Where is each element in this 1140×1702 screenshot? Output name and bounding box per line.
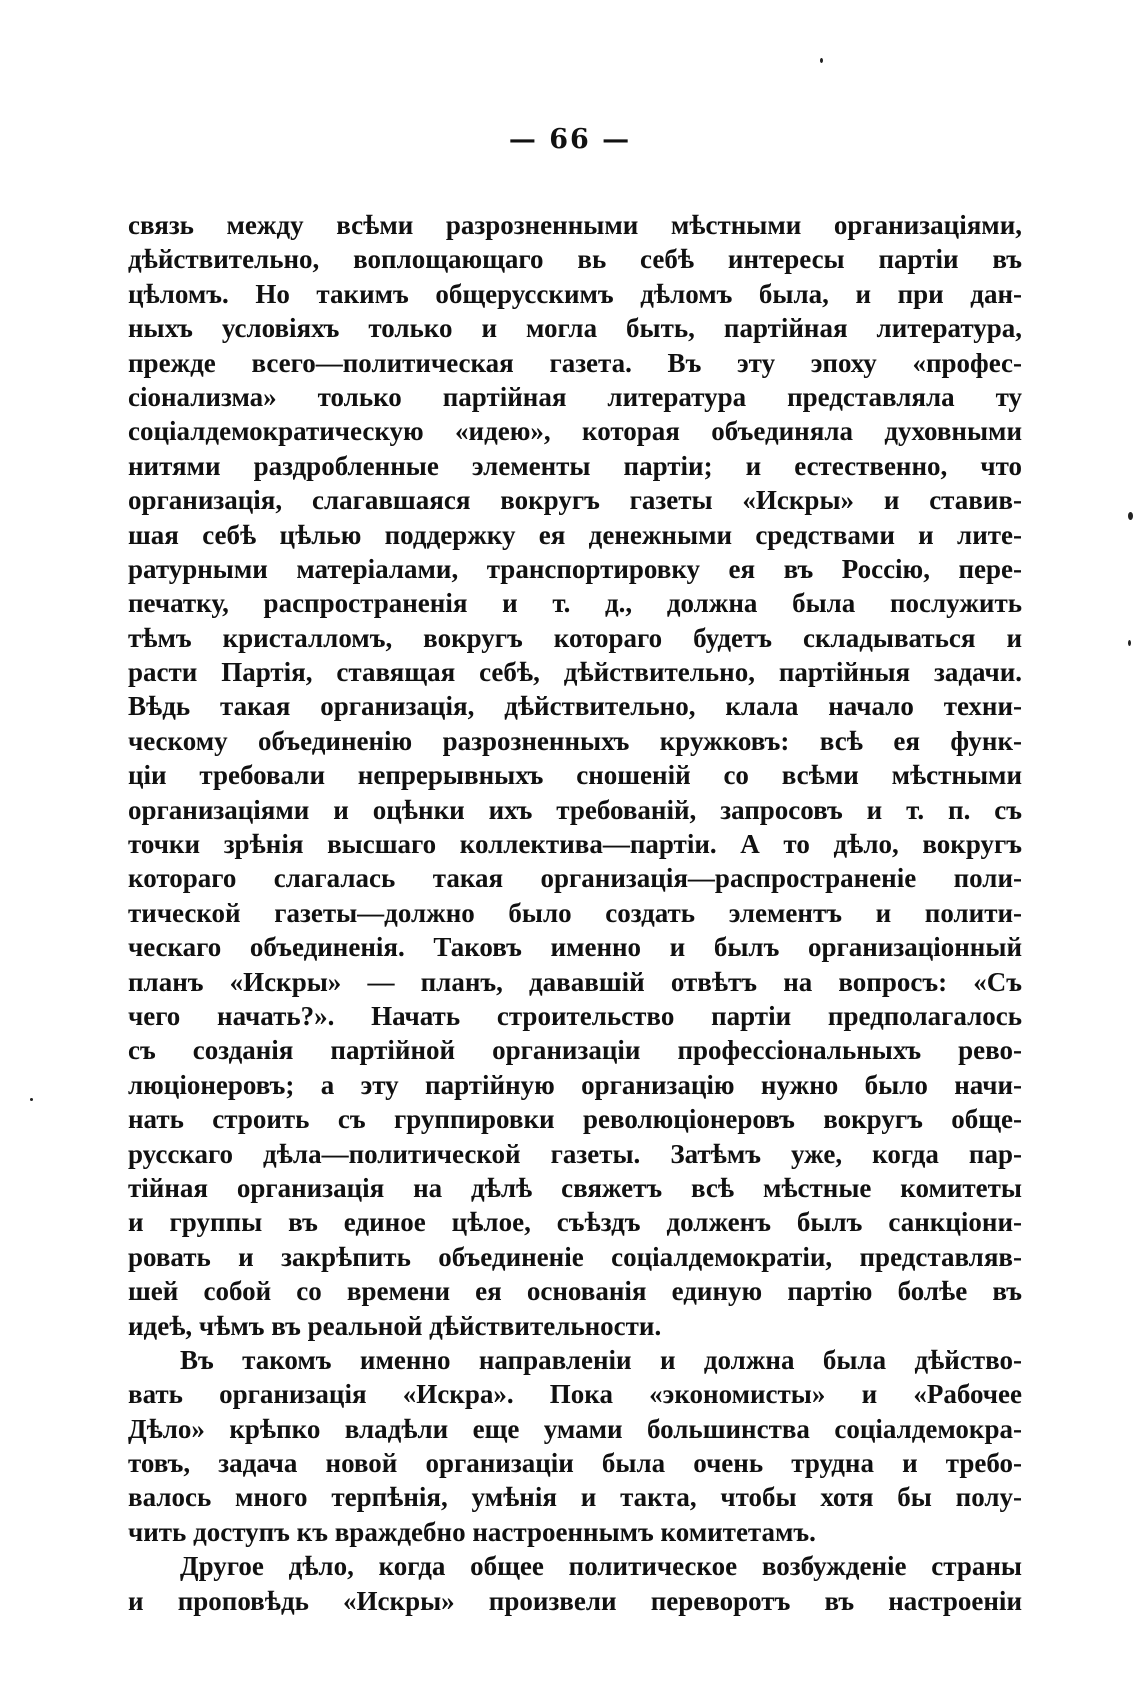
text-line: ровать и закрѣпить объединеніе соціалдемократіи, представляв- <box>128 1241 1022 1272</box>
text-line: ныхъ условіяхъ только и могла быть, партійная литература, <box>128 313 1022 344</box>
scan-speck <box>1128 512 1133 520</box>
paragraph-2 <box>128 1343 1022 1549</box>
text-line: Дѣло» крѣпко владѣли еще умами большинства соціалдемокра- <box>128 1413 1022 1444</box>
text-line: товъ, задача новой организаціи была очень трудна и требо- <box>128 1448 1022 1479</box>
text-line: организаціями и оцѣнки ихъ требованій, запросовъ и т. п. съ <box>128 794 1022 825</box>
text-line: ціи требовали непрерывныхъ сношеній со всѣми мѣстными <box>128 760 1022 791</box>
text-line: чего начать?». Начать строительство партіи предполагалось <box>128 1000 1022 1031</box>
text-line: шая себѣ цѣлью поддержку ея денежными средствами и лите- <box>128 519 1022 550</box>
text-line: чить доступъ къ враждебно настроеннымъ комитетамъ. <box>128 1516 816 1547</box>
text-line: валось много терпѣнія, умѣнія и такта, чтобы хотя бы полу- <box>128 1482 1022 1513</box>
text-line: люціонеровъ; а эту партійную организацію нужно было начи- <box>128 1069 1022 1100</box>
text-line: прежде всего—политическая газета. Въ эту эпоху «профес- <box>128 347 1022 378</box>
text-line: цѣломъ. Но такимъ общерусскимъ дѣломъ была, и при дан- <box>128 278 1022 309</box>
text-line: организація, слагавшаяся вокругъ газеты «Искры» и ставив- <box>128 485 1022 516</box>
text-line: расти Партія, ставящая себѣ, дѣйствительно, партійныя задачи. <box>128 657 1022 688</box>
page-number: — 66 — <box>508 124 632 155</box>
text-line: шей собой со времени ея основанія единую партію болѣе въ <box>128 1276 1022 1307</box>
scan-speck <box>1128 640 1131 646</box>
text-line: и группы въ единое цѣлое, съѣздъ долженъ былъ санкціони- <box>128 1207 1022 1238</box>
paragraph-3 <box>128 1549 1022 1618</box>
text-line: нать строить съ группировки революціонеровъ вокругъ обще- <box>128 1104 1022 1135</box>
text-line: ратурными матеріалами, транспортировку ея въ Россію, пере- <box>128 553 1022 584</box>
text-line: сіонализма» только партійная литература представляла ту <box>128 381 1022 412</box>
text-line: нитями раздробленные элементы партіи; и естественно, что <box>128 450 1022 481</box>
paragraph-1 <box>128 208 1022 1343</box>
text-line: точки зрѣнія высшаго коллектива—партіи. А то дѣло, вокругъ <box>128 829 1022 860</box>
text-line: Вѣдь такая организація, дѣйствительно, клала начало техни- <box>128 691 1022 722</box>
text-line: русскаго дѣла—политической газеты. Затѣмъ уже, когда пар- <box>128 1138 1022 1169</box>
text-line: идеѣ, чѣмъ въ реальной дѣйствительности. <box>128 1310 662 1341</box>
text-line: Въ такомъ именно направленіи и должна была дѣйство- <box>180 1344 1022 1375</box>
text-line: печатку, распространенія и т. д., должна была послужить <box>128 588 1022 619</box>
text-line: тической газеты—должно было создать элементъ и полити- <box>128 897 1022 928</box>
text-line: тѣмъ кристалломъ, вокругъ котораго будетъ складываться и <box>128 622 1022 653</box>
text-line: ческаго объединенія. Таковъ именно и былъ организаціонный <box>128 932 1022 963</box>
body-text <box>128 208 1022 1618</box>
text-line: съ созданія партійной организаціи профессіональныхъ рево- <box>128 1035 1022 1066</box>
text-line: ческому объединенію разрозненныхъ кружковъ: всѣ ея функ- <box>128 725 1022 756</box>
text-line: и проповѣдь «Искры» произвели переворотъ въ настроеніи <box>128 1585 1022 1616</box>
text-line: связь между всѣми разрозненными мѣстными организаціями, <box>128 210 1022 240</box>
text-line: соціалдемократическую «идею», которая объединяла духовными <box>128 416 1022 447</box>
scan-speck <box>820 58 823 63</box>
text-line: вать организація «Искра». Пока «экономисты» и «Рабочее <box>128 1379 1022 1410</box>
text-line: котораго слагалась такая организація—распространеніе поли- <box>128 863 1022 894</box>
text-line: планъ «Искры» — планъ, дававшій отвѣтъ на вопросъ: «Съ <box>128 966 1022 997</box>
text-line: дѣйствительно, воплощающаго вь себѣ интересы партіи въ <box>128 244 1022 275</box>
scan-speck <box>30 1098 33 1101</box>
text-line: Другое дѣло, когда общее политическое возбужденіе страны <box>180 1551 1022 1582</box>
text-line: тійная организація на дѣлѣ свяжетъ всѣ мѣстные комитеты <box>128 1172 1022 1203</box>
